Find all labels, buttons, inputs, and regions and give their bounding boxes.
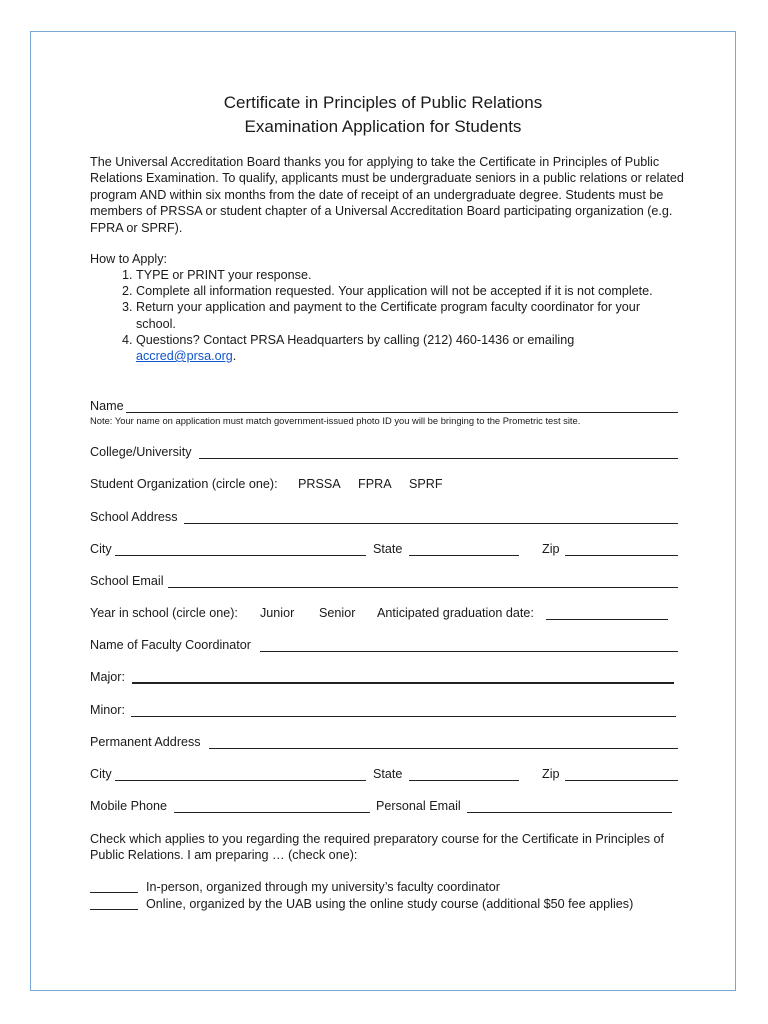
year-option-junior[interactable]: Junior bbox=[260, 606, 295, 620]
permanent-city-field[interactable] bbox=[115, 780, 366, 781]
name-row bbox=[90, 397, 678, 415]
intro-paragraph: The Universal Accreditation Board thanks you for applying to take the Certificate in Principles of Public Relations Examination. To qualify, applicants must be undergraduate seniors in a public relations or related program AND within six months from the date of receipt of an undergraduate degree. Students must be members of PRSSA or student chapter of a Universal Accreditation Board participating organization (e.g. FPRA or SPRF). bbox=[90, 155, 684, 235]
major-field[interactable] bbox=[132, 682, 674, 684]
zip-label: Zip bbox=[542, 767, 560, 781]
minor-label: Minor: bbox=[90, 703, 125, 717]
major-row bbox=[90, 668, 678, 686]
year-row bbox=[90, 604, 678, 622]
zip-label: Zip bbox=[542, 542, 560, 556]
permanent-state-field[interactable] bbox=[409, 780, 519, 781]
school-zip-field[interactable] bbox=[565, 555, 678, 556]
mobile-field[interactable] bbox=[174, 812, 370, 813]
college-row bbox=[90, 443, 678, 461]
prep-option-label: In-person, organized through my university’s faculty coordinator bbox=[146, 880, 500, 894]
permanent-zip-field[interactable] bbox=[565, 780, 678, 781]
checkbox-blank[interactable] bbox=[90, 892, 138, 893]
school-address-row bbox=[90, 508, 678, 526]
step-item bbox=[136, 267, 680, 283]
prep-option-online bbox=[90, 896, 690, 912]
major-label: Major: bbox=[90, 670, 125, 684]
school-state-field[interactable] bbox=[409, 555, 519, 556]
state-label: State bbox=[373, 542, 403, 556]
step-text: TYPE or PRINT your response. bbox=[136, 268, 312, 282]
step-item bbox=[136, 283, 680, 299]
step-text: Return your application and payment to the Certificate program faculty coordinator for your school. bbox=[136, 300, 641, 331]
personal-email-field[interactable] bbox=[467, 812, 672, 813]
school-email-field[interactable] bbox=[168, 587, 678, 588]
school-city-field[interactable] bbox=[115, 555, 366, 556]
student-org-row bbox=[90, 475, 678, 493]
org-option-sprf[interactable]: SPRF bbox=[409, 477, 443, 491]
name-note: Note: Your name on application must match government-issued photo ID you will be bringing to the Prometric test site. bbox=[90, 415, 581, 426]
checkbox-blank[interactable] bbox=[90, 909, 138, 910]
school-city-row bbox=[90, 540, 678, 558]
name-label: Name bbox=[90, 399, 124, 413]
step-item bbox=[136, 299, 680, 331]
school-email-label: School Email bbox=[90, 574, 164, 588]
city-label: City bbox=[90, 542, 112, 556]
prep-question: Check which applies to you regarding the required preparatory course for the Certificate in Principles of Public Relations. I am preparing … (check one): bbox=[90, 832, 665, 863]
college-field[interactable] bbox=[199, 458, 678, 459]
step-text: Questions? Contact PRSA Headquarters by calling (212) 460-1436 or emailing bbox=[136, 332, 575, 347]
step-period: . bbox=[232, 349, 237, 364]
email-link[interactable]: accred@prsa.org bbox=[136, 349, 233, 364]
faculty-field[interactable] bbox=[260, 651, 678, 652]
student-org-label: Student Organization (circle one): bbox=[90, 477, 278, 491]
step-text: Complete all information requested. Your application will not be accepted if it is not complete. bbox=[136, 284, 653, 299]
minor-row bbox=[90, 701, 678, 719]
school-address-label: School Address bbox=[90, 510, 178, 524]
name-field[interactable] bbox=[126, 412, 678, 413]
permanent-address-label: Permanent Address bbox=[90, 735, 201, 749]
school-address-field[interactable] bbox=[184, 523, 678, 524]
document-title-line-1: Certificate in Principles of Public Relations bbox=[223, 93, 543, 112]
school-email-row bbox=[90, 572, 678, 590]
college-label: College/University bbox=[90, 445, 192, 459]
year-option-senior[interactable]: Senior bbox=[319, 606, 356, 620]
faculty-row bbox=[90, 636, 678, 654]
grad-date-label: Anticipated graduation date: bbox=[377, 606, 534, 620]
step-item bbox=[136, 332, 680, 364]
prep-option-in-person bbox=[90, 879, 690, 895]
permanent-city-row bbox=[90, 765, 678, 783]
document-title-line-2: Examination Application for Students bbox=[244, 117, 522, 136]
minor-field[interactable] bbox=[131, 716, 676, 717]
year-label: Year in school (circle one): bbox=[90, 606, 238, 620]
city-label: City bbox=[90, 767, 112, 781]
org-option-prssa[interactable]: PRSSA bbox=[298, 477, 341, 491]
faculty-label: Name of Faculty Coordinator bbox=[90, 638, 251, 652]
grad-date-field[interactable] bbox=[546, 619, 668, 620]
personal-email-label: Personal Email bbox=[376, 799, 461, 813]
mobile-label: Mobile Phone bbox=[90, 799, 168, 813]
how-to-apply-steps bbox=[90, 267, 680, 364]
org-option-fpra[interactable]: FPRA bbox=[358, 477, 392, 491]
contact-row bbox=[90, 797, 678, 815]
state-label: State bbox=[373, 767, 403, 781]
how-to-apply-heading: How to Apply: bbox=[90, 252, 168, 266]
permanent-address-field[interactable] bbox=[209, 748, 678, 749]
permanent-address-row bbox=[90, 733, 678, 751]
prep-option-label: Online, organized by the UAB using the online study course (additional $50 fee applies) bbox=[146, 897, 634, 911]
